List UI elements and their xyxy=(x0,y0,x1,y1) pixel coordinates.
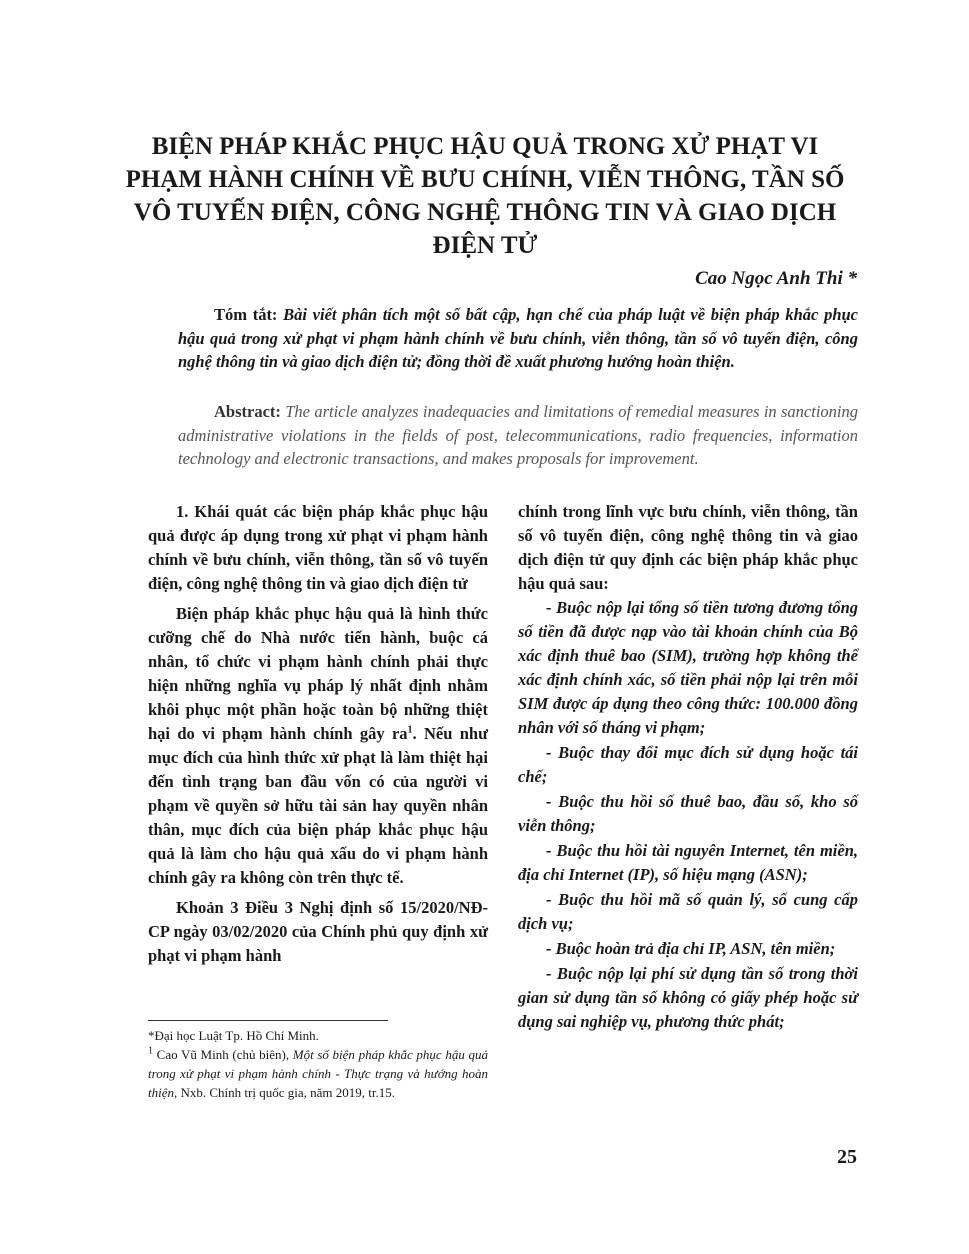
measure-item: - Buộc nộp lại tổng số tiền tương đương tổng số tiền đã được nạp vào tài khoản chính của Bộ xác định thuê bao (SIM), trường hợp không thể xác định chính xác, số tiền phải nộp lại trên mỗi SIM được áp dụng theo công thức: 100.000 đồng nhân với số tháng vi phạm; xyxy=(518,598,858,737)
footnote-1-text-a: Cao Vũ Minh (chủ biên), xyxy=(153,1047,293,1062)
abstract-en-label: Abstract: xyxy=(214,402,281,421)
measure-item: - Buộc thay đổi mục đích sử dụng hoặc tái chế; xyxy=(518,743,858,786)
abstract-english xyxy=(178,400,858,471)
footnote-1 xyxy=(148,1045,488,1102)
body-paragraph-2: Khoản 3 Điều 3 Nghị định số 15/2020/NĐ-CP ngày 03/02/2020 của Chính phủ quy định xử phạt vi phạm hành xyxy=(148,898,488,965)
para1-part-a: Biện pháp khắc phục hậu quả là hình thức cưỡng chế do Nhà nước tiến hành, buộc cá nhân, tổ chức vi phạm hành chính phải thực hiện những nghĩa vụ pháp lý nhất định nhằm khôi phục một phần hoặc toàn bộ những thiệt hại do vi phạm hành chính gây ra xyxy=(148,604,488,743)
right-column xyxy=(518,500,858,1035)
measure-item: - Buộc thu hồi số thuê bao, đầu số, kho số viễn thông; xyxy=(518,792,858,835)
measure-item: - Buộc thu hồi mã số quản lý, số cung cấp dịch vụ; xyxy=(518,890,858,933)
footnotes xyxy=(148,1026,488,1102)
abstract-vi-text: Bài viết phân tích một số bất cập, hạn chế của pháp luật về biện pháp khắc phục hậu quả trong xử phạt vi phạm hành chính về bưu chính, viễn thông, tần số vô tuyến điện, công nghệ thông tin và giao dịch điện tử; đồng thời đề xuất phương hướng hoàn thiện. xyxy=(178,305,858,371)
footnote-1-book-title: Một số biện pháp khắc phục hậu quả trong xử phạt vi phạm hành chính - Thực trạng và hướng hoàn thiện xyxy=(148,1047,488,1100)
left-column xyxy=(148,500,488,968)
para1-part-b: . Nếu như mục đích của hình thức xử phạt là làm thiệt hại đến tình trạng ban đầu vốn có của người vi phạm về quyền sở hữu tài sản hay quyền nhân thân, mục đích của biện pháp khắc phục hậu quả là làm cho hậu quả xấu do vi phạm hành chính gây ra không còn trên thực tế. xyxy=(148,724,489,887)
body-paragraph-1 xyxy=(148,602,488,890)
footnote-1-text-b: , Nxb. Chính trị quốc gia, năm 2019, tr.15. xyxy=(174,1085,395,1100)
right-intro-paragraph: chính trong lĩnh vực bưu chính, viễn thông, tần số vô tuyến điện, công nghệ thông tin và giao dịch điện tử quy định các biện pháp khắc phục hậu quả sau: xyxy=(518,502,858,593)
abstract-vietnamese xyxy=(178,303,858,374)
footnote-1-number: 1 xyxy=(148,1045,153,1057)
footnote-divider xyxy=(148,1020,388,1021)
author-name: Cao Ngọc Anh Thi * xyxy=(695,268,857,289)
footnote-ref-1[interactable]: 1 xyxy=(407,724,413,736)
measure-item: - Buộc hoàn trả địa chỉ IP, ASN, tên miền; xyxy=(546,939,836,958)
abstract-en-text: The article analyzes inadequacies and limitations of remedial measures in sanctioning administrative violations in the fields of post, telecommunications, radio frequencies, information technology and electronic transactions, and makes proposals for improvement. xyxy=(178,402,858,468)
page-number: 25 xyxy=(837,1146,857,1168)
paper-title: BIỆN PHÁP KHẮC PHỤC HẬU QUẢ TRONG XỬ PHẠT VI PHẠM HÀNH CHÍNH VỀ BƯU CHÍNH, VIỄN THÔNG, TẦN SỐ VÔ TUYẾN ĐIỆN, CÔNG NGHỆ THÔNG TIN VÀ GIAO DỊCH ĐIỆN TỬ xyxy=(125,133,845,259)
measure-item: - Buộc nộp lại phí sử dụng tần số trong thời gian sử dụng tần số không có giấy phép hoặc sử dụng sai nghiệp vụ, phương thức phát; xyxy=(518,964,858,1031)
measure-item: - Buộc thu hồi tài nguyên Internet, tên miền, địa chỉ Internet (IP), số hiệu mạng (ASN); xyxy=(518,841,858,884)
abstract-vi-label: Tóm tắt: xyxy=(214,305,278,324)
footnote-author-affiliation: *Đại học Luật Tp. Hồ Chí Minh. xyxy=(148,1028,319,1043)
section-heading: 1. Khái quát các biện pháp khắc phục hậu quả được áp dụng trong xử phạt vi phạm hành chính về bưu chính, viễn thông, tần số vô tuyến điện, công nghệ thông tin và giao dịch điện tử xyxy=(148,502,488,593)
